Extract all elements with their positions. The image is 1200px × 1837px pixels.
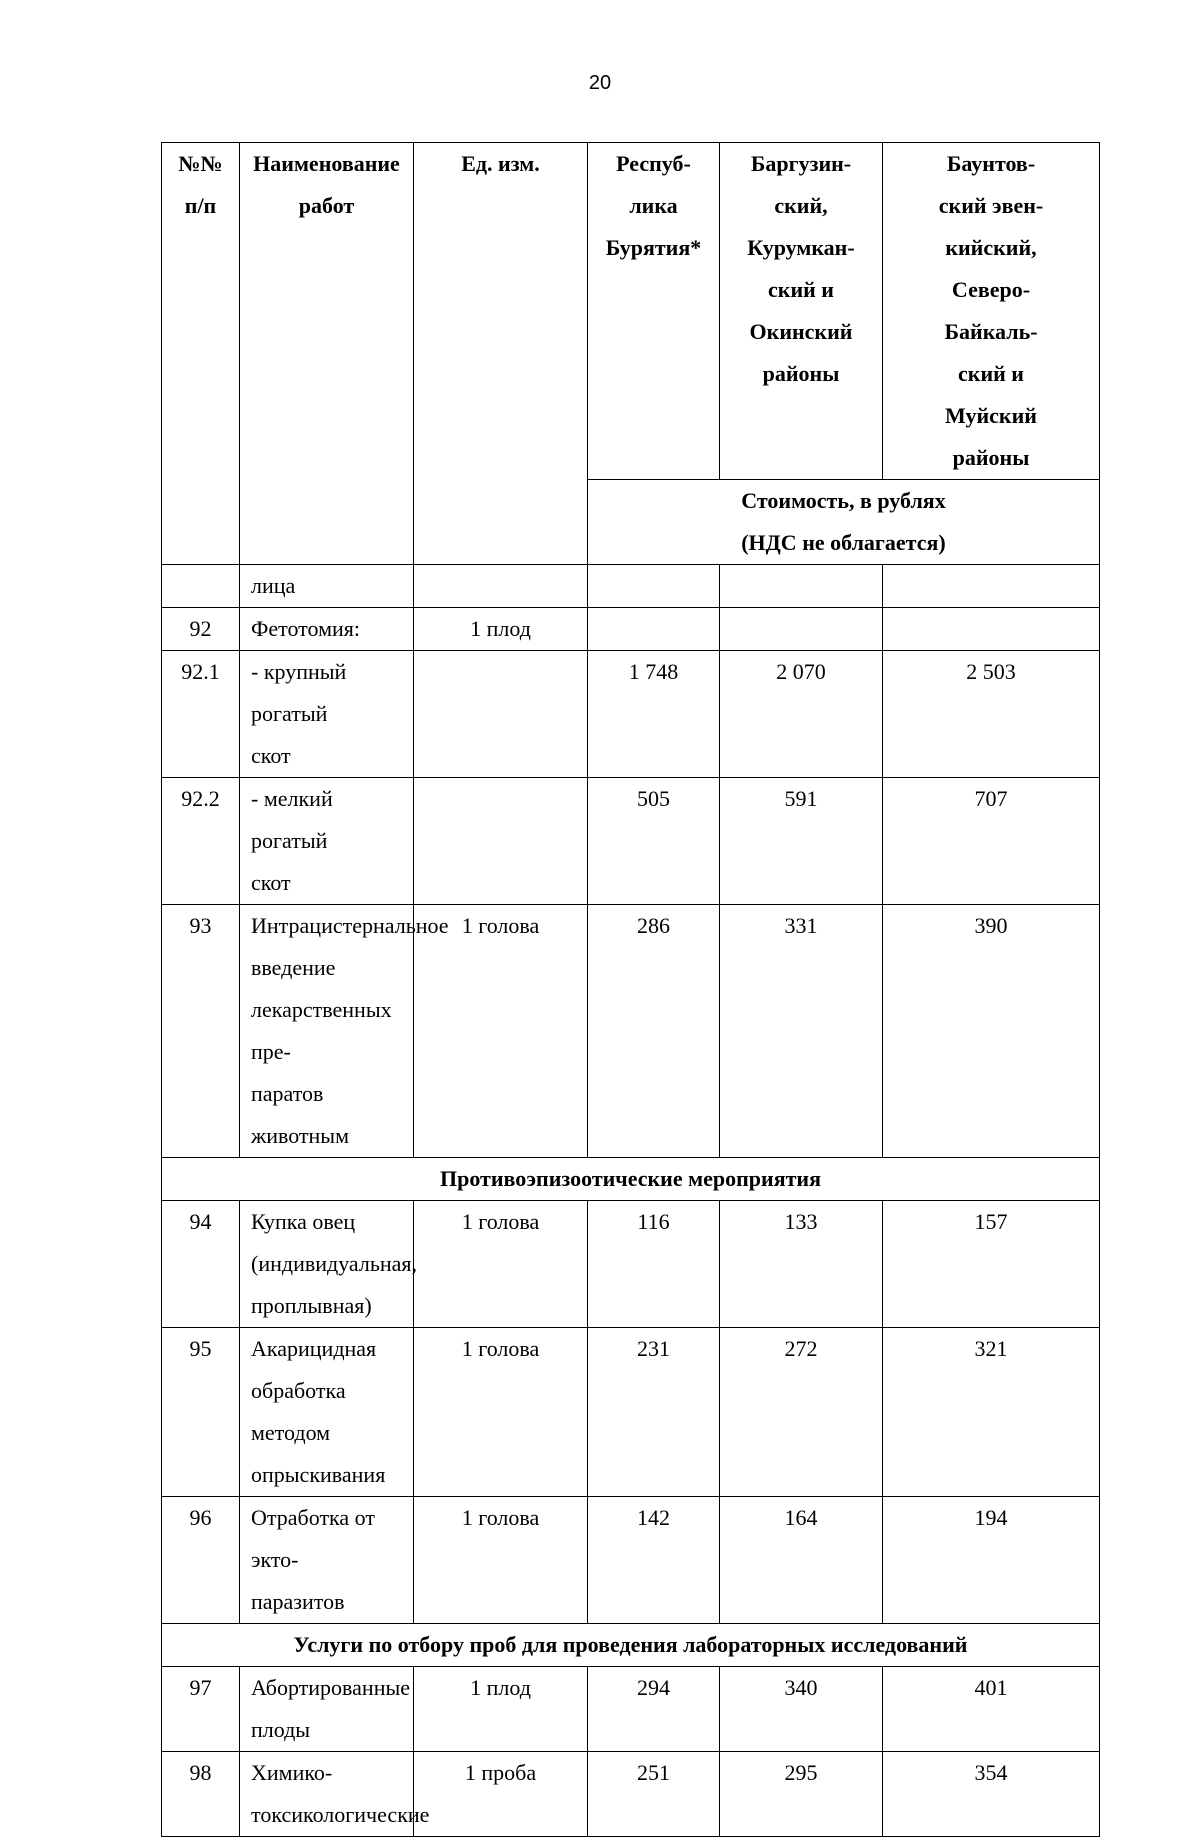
price-bauntov-cell: 321	[883, 1328, 1100, 1497]
unit-cell: 1 проба	[414, 1752, 588, 1837]
unit-cell: 1 плод	[414, 1667, 588, 1752]
price-republic-cell: 116	[588, 1201, 720, 1328]
table-row	[162, 778, 1100, 905]
row-number-cell	[162, 565, 240, 608]
table-row	[162, 651, 1100, 778]
work-name-cell: Купка овец (индивидуальная, проплывная)	[240, 1201, 414, 1328]
price-republic-cell: 294	[588, 1667, 720, 1752]
price-bauntov-cell: 390	[883, 905, 1100, 1158]
table-body	[162, 143, 1100, 1837]
header-republic: Респуб- лика Бурятия*	[588, 143, 720, 480]
unit-cell: 1 плод	[414, 608, 588, 651]
price-barguzin-cell: 164	[720, 1497, 883, 1624]
work-name-cell: Фетотомия:	[240, 608, 414, 651]
price-bauntov-cell: 707	[883, 778, 1100, 905]
work-name-cell: Интрацистернальное введение лекарственных пре- паратов животным	[240, 905, 414, 1158]
row-number-cell: 96	[162, 1497, 240, 1624]
header-unit: Ед. изм.	[414, 143, 588, 565]
price-bauntov-cell: 157	[883, 1201, 1100, 1328]
work-name-cell: Акарицидная обработка методом опрыскивания	[240, 1328, 414, 1497]
section-row	[162, 1158, 1100, 1201]
table-row	[162, 1667, 1100, 1752]
table-row	[162, 565, 1100, 608]
price-bauntov-cell: 194	[883, 1497, 1100, 1624]
work-name-cell: - крупный рогатый скот	[240, 651, 414, 778]
section-row	[162, 1624, 1100, 1667]
work-name-cell: Абортированные плоды	[240, 1667, 414, 1752]
price-republic-cell: 286	[588, 905, 720, 1158]
row-number-cell: 92.1	[162, 651, 240, 778]
header-row	[162, 143, 1100, 480]
price-barguzin-cell	[720, 608, 883, 651]
work-name-cell: Отработка от экто- паразитов	[240, 1497, 414, 1624]
price-barguzin-cell	[720, 565, 883, 608]
price-republic-cell	[588, 565, 720, 608]
row-number-cell: 94	[162, 1201, 240, 1328]
row-number-cell: 97	[162, 1667, 240, 1752]
table-row	[162, 1752, 1100, 1837]
table-row	[162, 1201, 1100, 1328]
header-num: №№ п/п	[162, 143, 240, 565]
price-barguzin-cell: 133	[720, 1201, 883, 1328]
section-title: Услуги по отбору проб для проведения лабораторных исследований	[162, 1624, 1100, 1667]
header-bauntov: Баунтов- ский эвен- кийский, Северо- Байкаль- ский и Муйский районы	[883, 143, 1100, 480]
row-number-cell: 95	[162, 1328, 240, 1497]
unit-cell: 1 голова	[414, 905, 588, 1158]
price-table	[161, 142, 1100, 1837]
unit-cell: 1 голова	[414, 1497, 588, 1624]
header-barguzin: Баргузин- ский, Курумкан- ский и Окинский районы	[720, 143, 883, 480]
work-name-cell: - мелкий рогатый скот	[240, 778, 414, 905]
row-number-cell: 98	[162, 1752, 240, 1837]
price-bauntov-cell	[883, 608, 1100, 651]
unit-cell: 1 голова	[414, 1201, 588, 1328]
price-republic-cell: 231	[588, 1328, 720, 1497]
unit-cell	[414, 651, 588, 778]
row-number-cell: 92.2	[162, 778, 240, 905]
header-cost: Стоимость, в рублях (НДС не облагается)	[588, 480, 1100, 565]
work-name-cell: лица	[240, 565, 414, 608]
price-barguzin-cell: 591	[720, 778, 883, 905]
row-number-cell: 92	[162, 608, 240, 651]
table-row	[162, 1328, 1100, 1497]
table-row	[162, 1497, 1100, 1624]
page-number: 20	[588, 72, 612, 94]
price-republic-cell	[588, 608, 720, 651]
price-barguzin-cell: 2 070	[720, 651, 883, 778]
section-title: Противоэпизоотические мероприятия	[162, 1158, 1100, 1201]
price-bauntov-cell: 2 503	[883, 651, 1100, 778]
price-bauntov-cell: 401	[883, 1667, 1100, 1752]
price-bauntov-cell: 354	[883, 1752, 1100, 1837]
price-barguzin-cell: 340	[720, 1667, 883, 1752]
price-bauntov-cell	[883, 565, 1100, 608]
unit-cell	[414, 565, 588, 608]
price-republic-cell: 1 748	[588, 651, 720, 778]
work-name-cell: Химико- токсикологические	[240, 1752, 414, 1837]
price-republic-cell: 251	[588, 1752, 720, 1837]
price-barguzin-cell: 272	[720, 1328, 883, 1497]
price-barguzin-cell: 331	[720, 905, 883, 1158]
table-row	[162, 608, 1100, 651]
price-republic-cell: 142	[588, 1497, 720, 1624]
price-barguzin-cell: 295	[720, 1752, 883, 1837]
price-republic-cell: 505	[588, 778, 720, 905]
table-row	[162, 905, 1100, 1158]
unit-cell	[414, 778, 588, 905]
header-name: Наименование работ	[240, 143, 414, 565]
unit-cell: 1 голова	[414, 1328, 588, 1497]
row-number-cell: 93	[162, 905, 240, 1158]
